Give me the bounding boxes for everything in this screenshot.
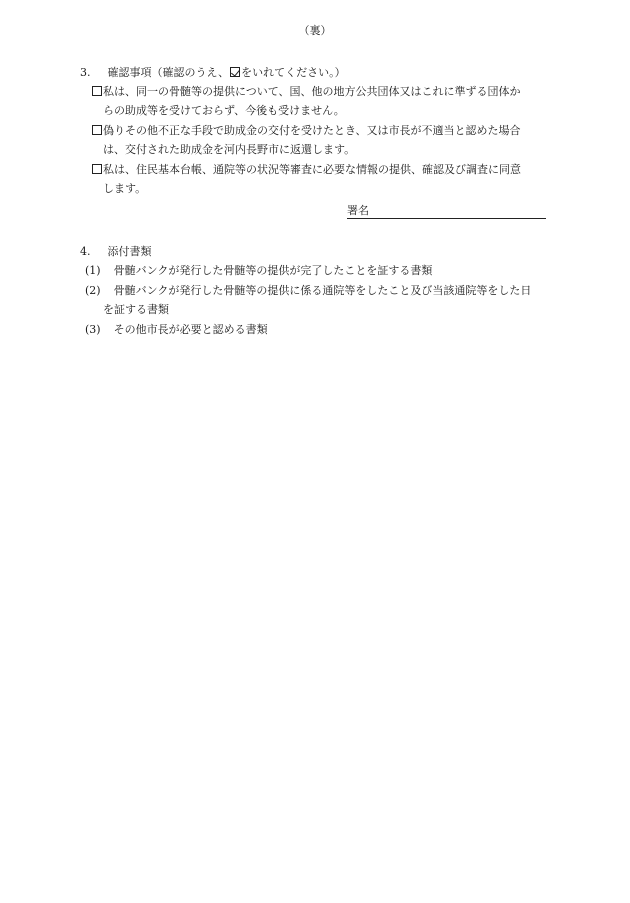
confirmation-item-3-continued: します。 [103, 182, 147, 195]
attachment-item-2-text: 骨髄バンクが発行した骨髄等の提供に係る通院等をしたこと及び当該通院等をした日 [113, 284, 532, 297]
checkbox-icon[interactable] [92, 125, 102, 135]
section-3-title-suffix: をいれてください。） [241, 66, 346, 79]
checked-box-icon [230, 67, 240, 77]
attachment-item-1-number: (1) [85, 264, 101, 277]
confirmation-item-3 [92, 163, 521, 177]
checkbox-icon[interactable] [92, 86, 102, 96]
attachment-item-2 [85, 284, 531, 298]
section-4-heading [80, 245, 152, 259]
confirmation-item-2-continued: は、交付された助成金を河内長野市に返還します。 [103, 143, 356, 156]
attachment-item-1-text: 骨髄バンクが発行した骨髄等の提供が完了したことを証する書類 [113, 264, 433, 277]
signature-field[interactable] [347, 204, 546, 219]
attachment-item-2-continued: を証する書類 [103, 303, 169, 316]
attachment-item-2-number: (2) [85, 284, 101, 297]
section-3-title: 確認事項（確認のうえ、 [107, 66, 230, 79]
confirmation-item-2-line-1: 偽りその他不正な手段で助成金の交付を受けたとき、又は市長が不適当と認めた場合 [103, 124, 521, 137]
checkbox-icon[interactable] [92, 164, 102, 174]
attachment-item-3-text: その他市長が必要と認める書類 [113, 323, 268, 336]
attachment-item-1 [85, 264, 432, 278]
signature-label: 署名 [347, 204, 369, 217]
confirmation-item-2 [92, 124, 521, 138]
confirmation-item-1-line-1: 私は、同一の骨髄等の提供について、国、他の地方公共団体又はこれに準ずる団体か [103, 85, 521, 98]
confirmation-item-1-continued: らの助成等を受けておらず、今後も受けません。 [103, 104, 345, 117]
section-3-number: 3. [80, 66, 91, 79]
attachment-item-3-number: (3) [85, 323, 101, 336]
section-4-title: 添付書類 [107, 245, 152, 258]
section-3-heading [80, 66, 346, 80]
confirmation-item-3-line-1: 私は、住民基本台帳、通院等の状況等審査に必要な情報の提供、確認及び調査に同意 [103, 163, 521, 176]
section-4-number: 4. [80, 245, 91, 258]
page-header: （裏） [298, 24, 332, 37]
confirmation-item-1 [92, 85, 521, 99]
attachment-item-3 [85, 323, 268, 337]
